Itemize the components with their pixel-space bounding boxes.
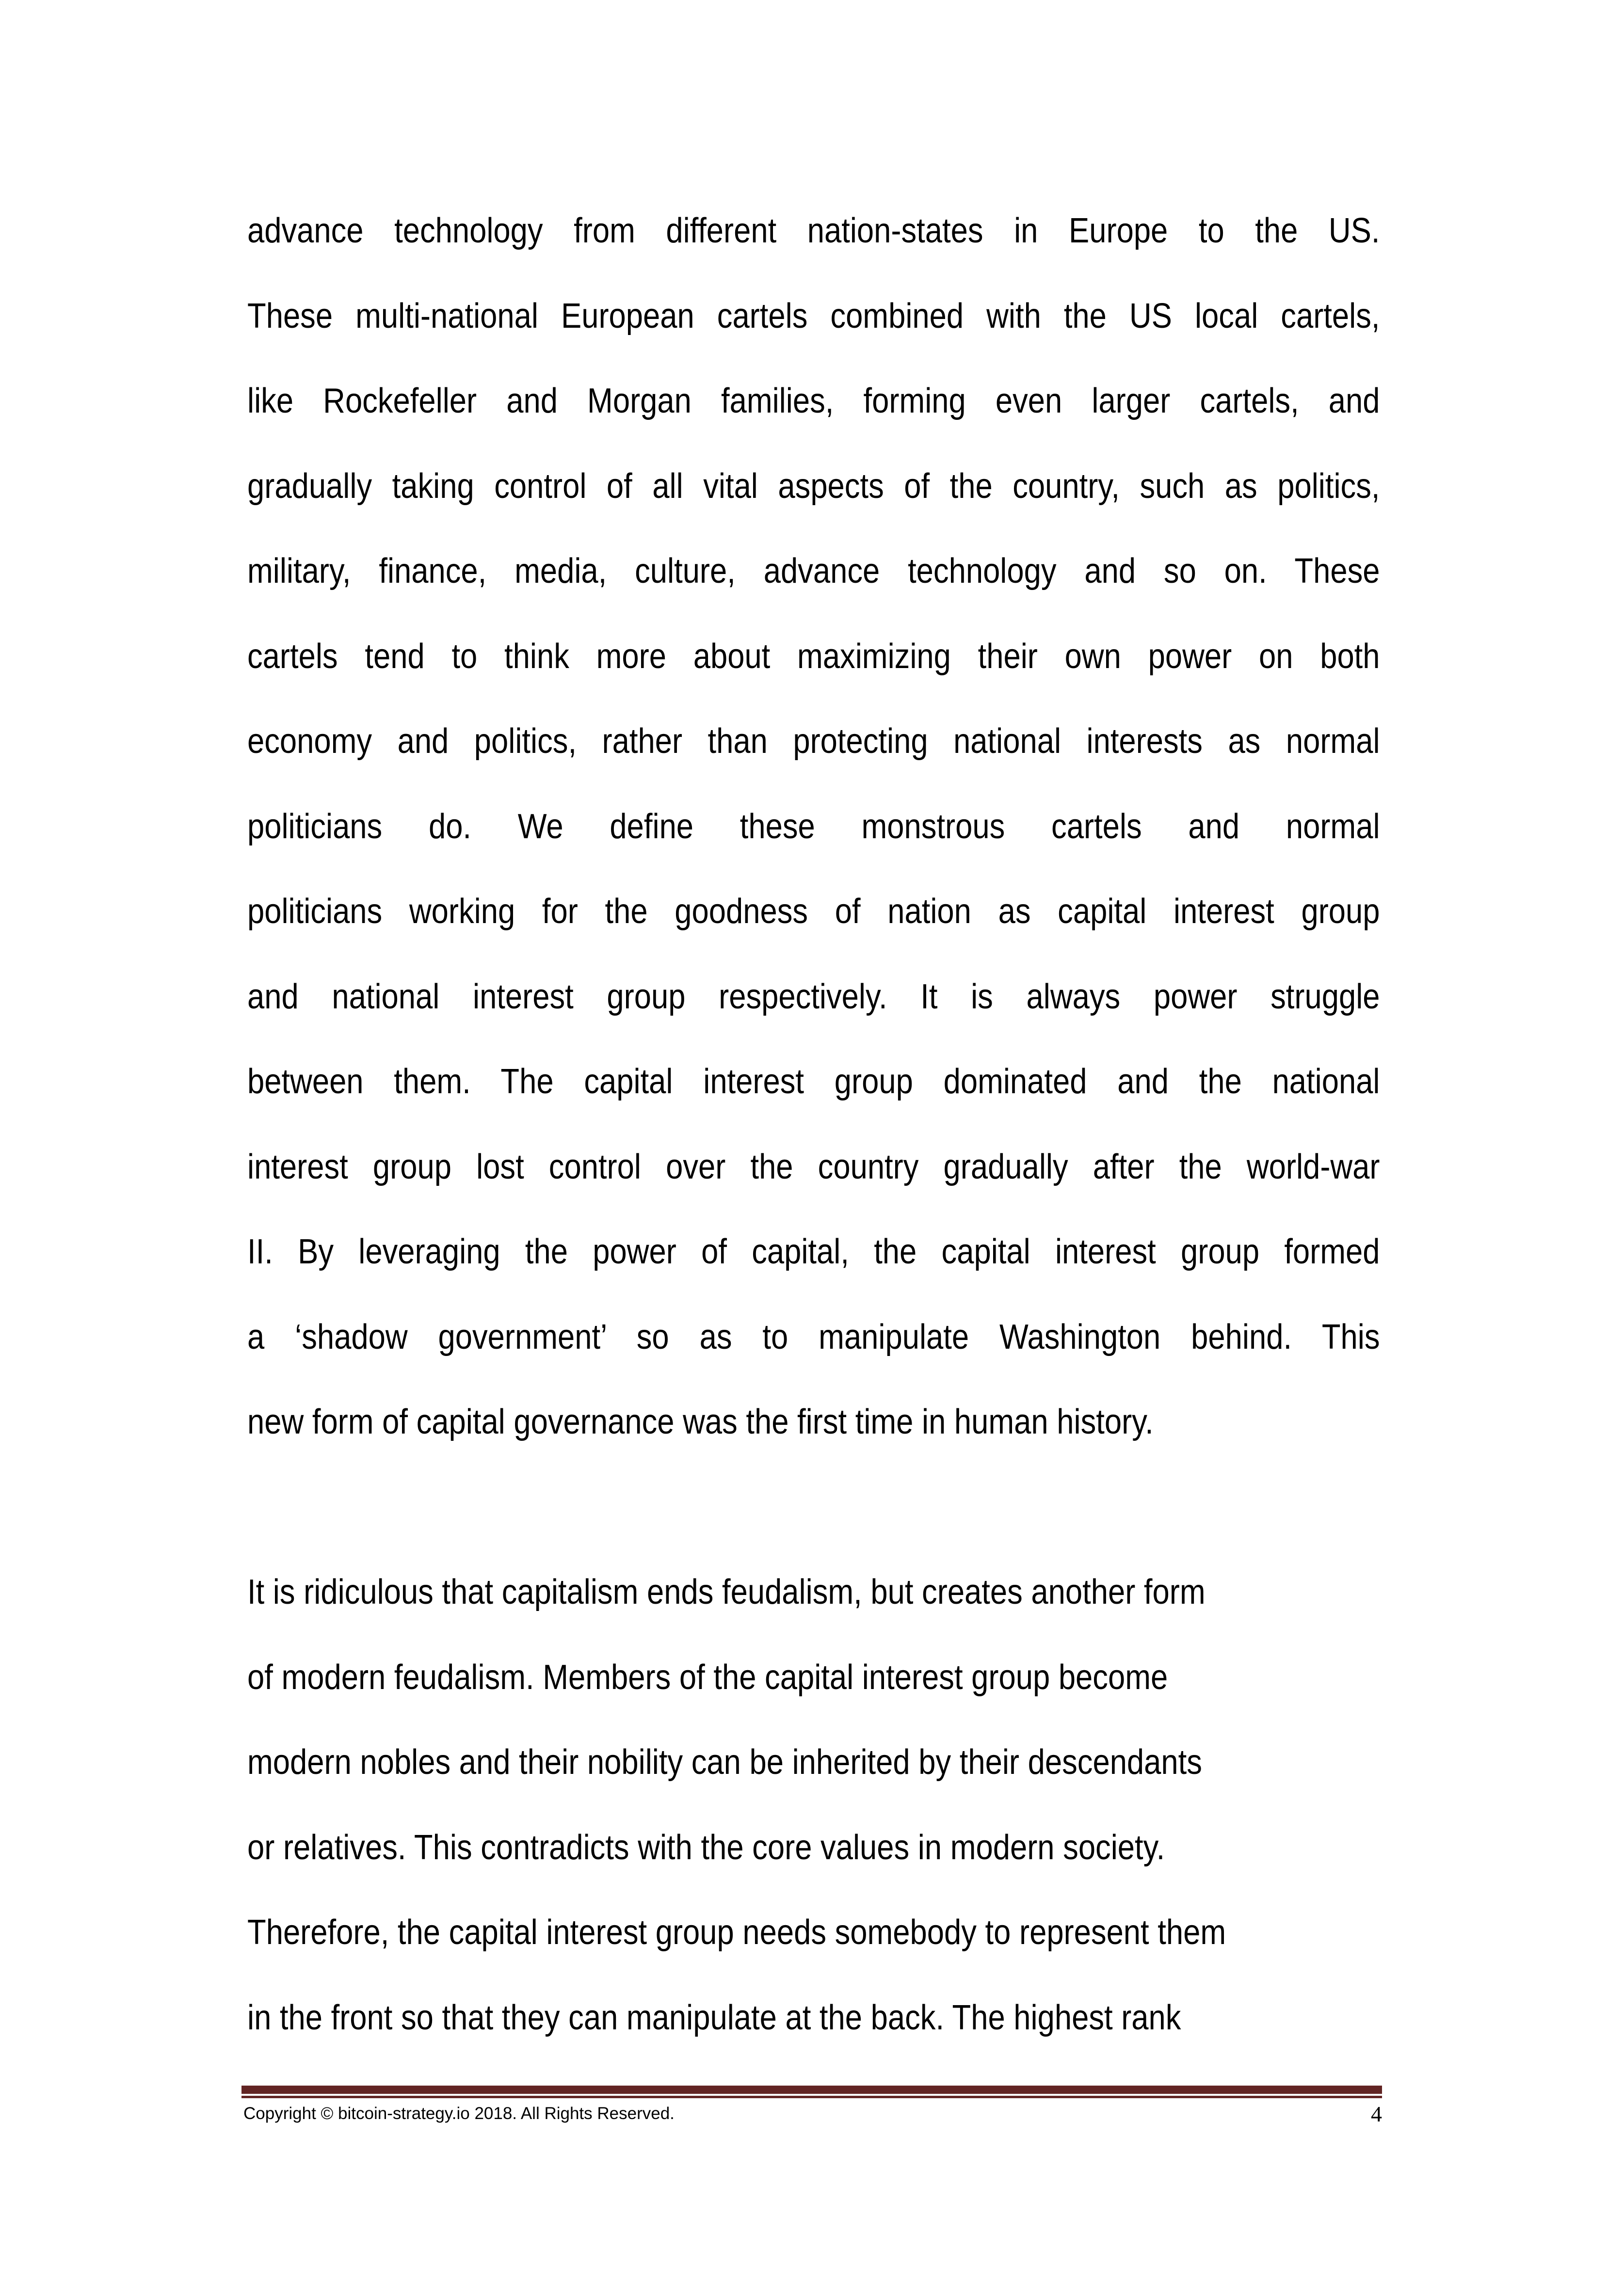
paragraph-2 (247, 1550, 1380, 2060)
text-line: and national interest group respectively. It is always power struggle (247, 977, 1380, 1016)
text-line: economy and politics, rather than protecting national interests as normal (247, 722, 1380, 761)
text-line: gradually taking control of all vital aspects of the country, such as politics, (247, 466, 1380, 506)
text-line: new form of capital governance was the first time in human history. (247, 1403, 1154, 1441)
text-line: These multi-national European cartels combined with the US local cartels, (247, 296, 1380, 335)
text-line: It is ridiculous that capitalism ends feudalism, but creates another form (247, 1573, 1206, 1611)
footer-divider-thin (241, 2096, 1382, 2098)
text-line: politicians working for the goodness of nation as capital interest group (247, 892, 1380, 931)
text-line: like Rockefeller and Morgan families, forming even larger cartels, and (247, 382, 1380, 420)
text-line: in the front so that they can manipulate at the back. The highest rank (247, 1998, 1181, 2037)
text-line: politicians do. We define these monstrous cartels and normal (247, 807, 1380, 846)
text-line: or relatives. This contradicts with the core values in modern society. (247, 1828, 1165, 1867)
page-number: 4 (1371, 2102, 1382, 2126)
footer-copyright: Copyright © bitcoin-strategy.io 2018. All Rights Reserved. (243, 2104, 675, 2123)
text-line: advance technology from different nation-states in Europe to the US. (247, 211, 1380, 250)
text-line: of modern feudalism. Members of the capital interest group become (247, 1658, 1168, 1697)
text-line: cartels tend to think more about maximizing their own power on both (247, 637, 1380, 676)
text-line: Therefore, the capital interest group needs somebody to represent them (247, 1913, 1226, 1952)
text-line: II. By leveraging the power of capital, the capital interest group formed (247, 1232, 1380, 1271)
text-line: a ‘shadow government’ so as to manipulate Washington behind. This (247, 1317, 1380, 1356)
text-line: between them. The capital interest group dominated and the national (247, 1062, 1380, 1101)
text-line: interest group lost control over the country gradually after the world-war (247, 1147, 1380, 1186)
paragraph-1 (247, 189, 1380, 1465)
footer-divider-thick (241, 2086, 1382, 2094)
text-line: military, finance, media, culture, advance technology and so on. These (247, 552, 1380, 590)
text-line: modern nobles and their nobility can be inherited by their descendants (247, 1743, 1202, 1782)
